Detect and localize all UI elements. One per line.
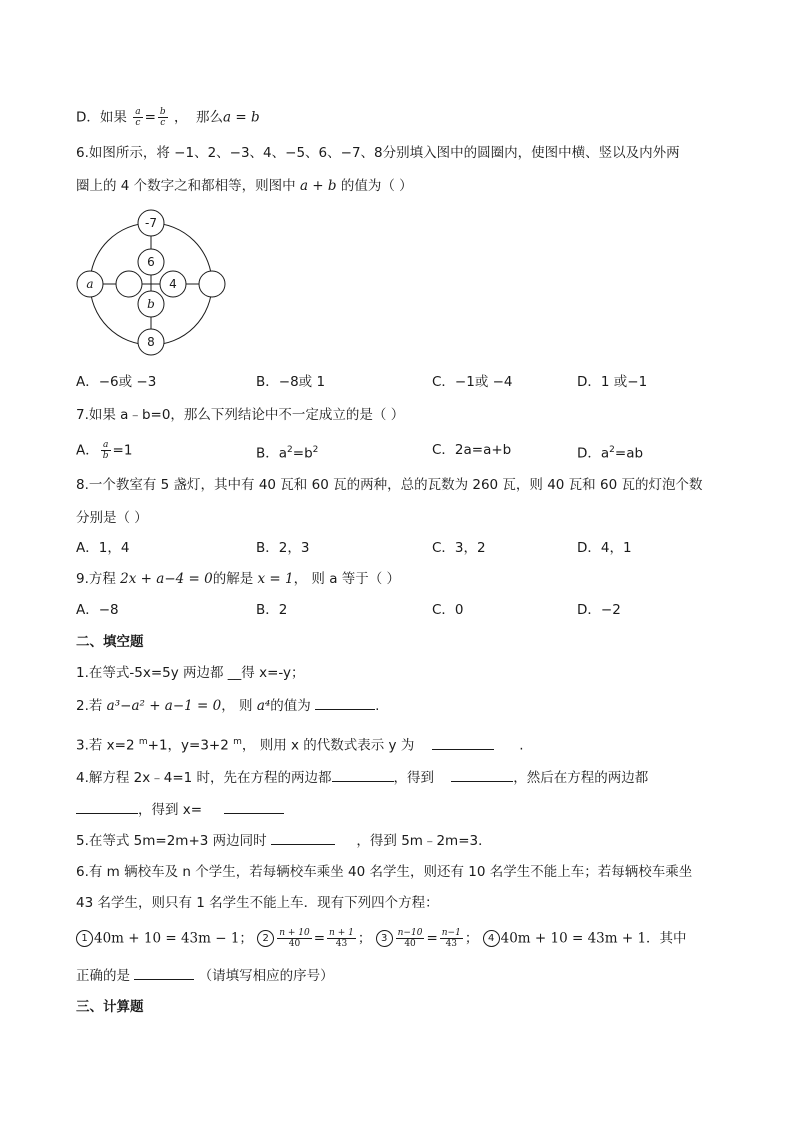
q9-stem: 9.方程 2x + a−4 = 0的解是 x = 1， 则 a 等于（ ） (76, 571, 401, 587)
q8-option-c: C．3，2 (432, 540, 486, 556)
fill-q5: 5.在等式 5m=2m+3 两边同时 ，得到 5m﹣2m=3． (76, 830, 492, 851)
fill-q4-line2: ，得到 x= (76, 799, 284, 820)
q9-option-c: C．0 (432, 602, 464, 618)
circled-number-2: 2 (257, 930, 274, 947)
fill-q6-line4: 正确的是 （请填写相应的序号） (76, 965, 334, 986)
figure-label-top: -7 (145, 216, 157, 230)
q7-option-d: D．$a^2=ab$ (577, 445, 644, 462)
fill-q6-equations: 1 40m + 10 = 43m − 1； 2 $\frac{n + 10}{40}$ = $\frac{n + 1}{43}$ ； 3 $\frac{n-10}{40}$ = $\frac{n-1}{43}$ ； 4 40m + 10 = 43m + 1．其中 (76, 928, 687, 949)
answer-blank[interactable] (432, 735, 494, 750)
answer-blank[interactable] (76, 799, 138, 814)
answer-blank[interactable] (224, 799, 284, 814)
q7-stem: 7.如果 a﹣b=0，那么下列结论中不一定成立的是（ ） (76, 407, 405, 423)
fraction-a-over-c: $\frac{a}{c}$ (135, 107, 141, 128)
q7-option-b: B．$a^2=b^2$ (256, 445, 319, 462)
fill-q6-line2: 43 名学生，则只有 1 名学生不能上车．现有下列四个方程： (76, 895, 439, 911)
q8-stem-line2: 分别是（ ） (76, 510, 148, 526)
fill-q3: 3.若 x=2 $^m$+1，y=3+2 $^m$， 则用 x 的代数式表示 y 为 . (76, 732, 524, 756)
q6-option-a: A．−6或 −3 (76, 374, 157, 390)
q6-stem-line2: 圈上的 4 个数字之和都相等，则图中 a + b 的值为（ ） (76, 178, 413, 194)
circled-number-4: 4 (483, 930, 500, 947)
fill-q6-line1: 6.有 m 辆校车及 n 个学生，若每辆校车乘坐 40 名学生，则还有 10 名学生不能上车；若每辆校车乘坐 (76, 864, 693, 880)
circle-number-figure (74, 206, 234, 358)
section-fill-in-title: 二、填空题 (76, 634, 144, 650)
answer-blank[interactable] (134, 965, 194, 980)
fill-q1: 1.在等式-5x=5y 两边都 __得 x=-y； (76, 665, 305, 681)
q6-option-b: B．−8或 1 (256, 374, 326, 390)
answer-blank[interactable] (315, 695, 375, 710)
q5-option-d: D．如果 $\frac{a}{c}$ = $\frac{b}{c}$ ， 那么a = b (76, 107, 260, 128)
q7-option-c: C．2a=a+b (432, 442, 512, 458)
q9-option-a: A．−8 (76, 602, 119, 618)
q6-stem-line1: 6.如图所示，将 −1、2、−3、4、−5、6、−7、8分别填入图中的圆圈内，使图中横、竖以及内外两 (76, 145, 680, 161)
q6-option-d: D．1 或−1 (577, 374, 648, 390)
circled-number-3: 3 (376, 930, 393, 947)
figure-label-inner-bottom: b (147, 297, 155, 311)
fraction-b-over-c: $\frac{b}{c}$ (159, 107, 166, 128)
q8-option-d: D．4，1 (577, 540, 632, 556)
q7-option-a: A． $\frac{a}{b}$ =1 (76, 440, 133, 461)
answer-blank[interactable] (332, 767, 394, 782)
fill-q4-line1: 4.解方程 2x﹣4=1 时，先在方程的两边都 ，得到 ，然后在方程的两边都 (76, 767, 648, 788)
q8-option-b: B．2，3 (256, 540, 310, 556)
q8-option-a: A．1，4 (76, 540, 130, 556)
figure-label-left: a (86, 277, 94, 291)
figure-label-inner-top: 6 (147, 255, 155, 269)
circled-number-1: 1 (76, 930, 93, 947)
answer-blank[interactable] (271, 830, 335, 845)
fill-q2: 2.若 a³−a² + a−1 = 0， 则 a⁴的值为 . (76, 695, 379, 716)
answer-blank[interactable] (451, 767, 513, 782)
section-calculation-title: 三、计算题 (76, 999, 144, 1015)
figure-label-bottom: 8 (147, 335, 155, 349)
outer-right-circle (199, 271, 225, 297)
q9-option-b: B．2 (256, 602, 288, 618)
q9-option-d: D．−2 (577, 602, 621, 618)
q6-option-c: C．−1或 −4 (432, 374, 513, 390)
figure-label-inner-right: 4 (169, 277, 177, 291)
inner-left-circle (116, 271, 142, 297)
q8-stem-line1: 8.一个教室有 5 盏灯，其中有 40 瓦和 60 瓦的两种，总的瓦数为 260 瓦，则 40 瓦和 60 瓦的灯泡个数 (76, 477, 703, 493)
